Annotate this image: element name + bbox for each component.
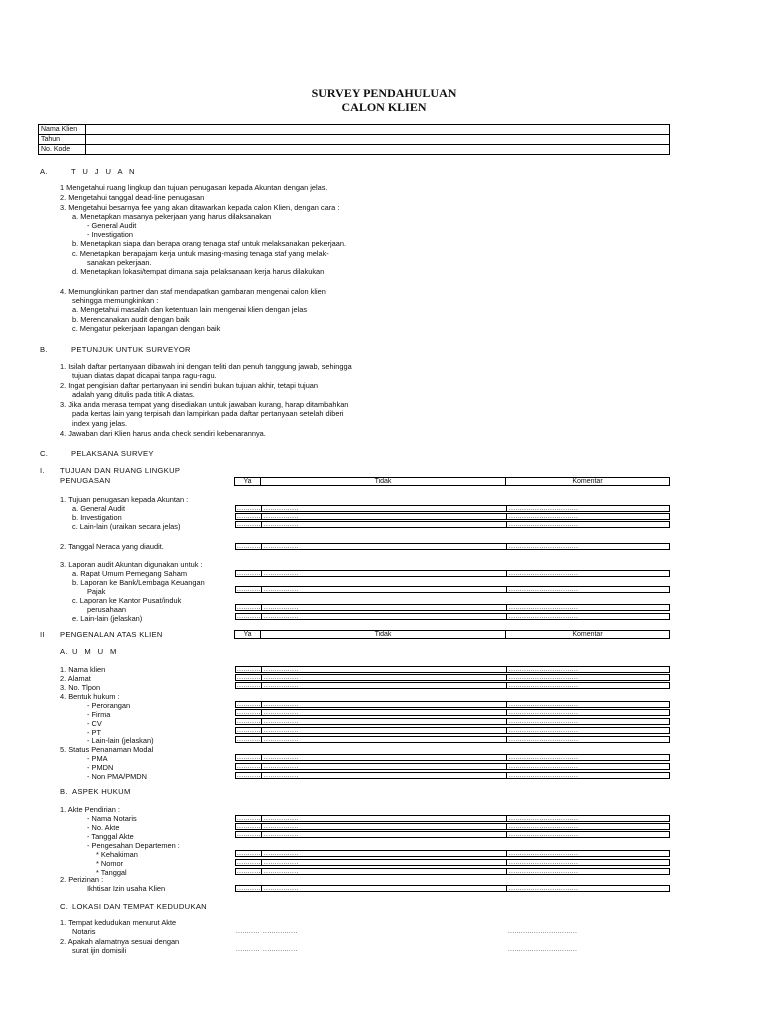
answer-row[interactable]: ........... ................ ................................ bbox=[235, 831, 670, 838]
client-info-table bbox=[38, 124, 670, 155]
answer-row[interactable]: ........... ................ ................................ bbox=[235, 709, 670, 716]
question-label: a. General Audit bbox=[72, 504, 126, 513]
header-ya: Ya bbox=[235, 631, 261, 638]
question-label: 4. Bentuk hukum : bbox=[60, 692, 120, 701]
question-label: 1. Akte Pendirian : bbox=[60, 805, 120, 814]
subsection-number: B. bbox=[60, 787, 68, 796]
answer-row[interactable]: ........... ................ ................................ bbox=[235, 613, 670, 620]
answer-row[interactable]: ........... ................ ................................ bbox=[235, 850, 670, 857]
header-tidak: Tidak bbox=[261, 631, 506, 638]
section-b-title: PETUNJUK UNTUK SURVEYOR bbox=[71, 345, 191, 354]
answer-row[interactable]: ........... ................ ................................ bbox=[235, 718, 670, 725]
question-label: c. Laporan ke Kantor Pusat/induk bbox=[72, 596, 182, 605]
list-item: - Investigation bbox=[87, 230, 134, 239]
answer-row[interactable]: ........... ................ ................................ bbox=[235, 859, 670, 866]
list-item: index yang jelas. bbox=[72, 419, 128, 428]
list-item: 4. Jawaban dari Klien harus anda check sendiri kebenarannya. bbox=[60, 429, 266, 438]
question-label: - PMA bbox=[87, 754, 108, 763]
header-komentar: Komentar bbox=[572, 631, 603, 638]
list-item: d. Menetapkan lokasi/tempat dimana saja pelaksanaan kerja harus dilakukan bbox=[72, 267, 325, 276]
subsection-number: A. bbox=[60, 647, 68, 656]
section-i-title-cont: PENUGASAN bbox=[60, 476, 111, 485]
section-ii-title: PENGENALAN ATAS KLIEN bbox=[60, 630, 163, 639]
header-ya: Ya bbox=[235, 478, 261, 485]
list-item: 1. Isilah daftar pertanyaan dibawah ini dengan teliti dan penuh tanggung jawab, sehingga bbox=[60, 362, 352, 371]
list-item: a. Menetapkan masanya pekerjaan yang harus dilaksanakan bbox=[72, 212, 272, 221]
question-label: - Nama Notaris bbox=[87, 814, 137, 823]
list-item: tujuan diatas dapat dicapai tanpa ragu-ragu. bbox=[72, 371, 217, 380]
list-item: - General Audit bbox=[87, 221, 137, 230]
question-label: perusahaan bbox=[87, 605, 127, 614]
answer-row[interactable]: ........... ................ ................................ bbox=[235, 823, 670, 830]
table-row bbox=[39, 135, 670, 145]
answer-dots: ................................ bbox=[508, 929, 578, 935]
code-label: No. Kode bbox=[39, 145, 86, 155]
question-label: - PT bbox=[87, 728, 101, 737]
question-label: b. Investigation bbox=[72, 513, 122, 522]
question-label: - Lain-lain (jelaskan) bbox=[87, 736, 154, 745]
answer-dots: ................................ bbox=[508, 947, 578, 953]
answer-row[interactable]: ........... ................ ................................ bbox=[235, 586, 670, 593]
answer-row[interactable]: ........... ................ ................................ bbox=[235, 505, 670, 512]
answer-row[interactable]: ........... ................ ................................ bbox=[235, 682, 670, 689]
list-item: 2. Mengetahui tanggal dead-line penugasan bbox=[60, 193, 205, 202]
client-name-label: Nama Klien bbox=[39, 125, 86, 135]
client-name-field[interactable] bbox=[86, 125, 670, 135]
question-label: - No. Akte bbox=[87, 823, 120, 832]
answer-row[interactable]: ........... ................ ................................ bbox=[235, 543, 670, 550]
list-item: sanakan pekerjaan. bbox=[87, 258, 152, 267]
question-label: * Kehakiman bbox=[96, 850, 138, 859]
question-label: b. Laporan ke Bank/Lembaga Keuangan bbox=[72, 578, 205, 587]
list-item: 3. Mengetahui besarnya fee yang akan ditawarkan kepada calon Klien, dengan cara : bbox=[60, 203, 340, 212]
subsection-lokasi-title: LOKASI DAN TEMPAT KEDUDUKAN bbox=[72, 902, 207, 911]
subsection-umum-title: U M U M bbox=[72, 647, 119, 656]
question-label: 5. Status Penanaman Modal bbox=[60, 745, 154, 754]
question-label: Ikhtisar Izin usaha Klien bbox=[87, 884, 166, 893]
section-c-number: C. bbox=[40, 449, 49, 458]
answer-row[interactable]: ........... ................ ................................ bbox=[235, 521, 670, 528]
question-label: 3. No. Tlpon bbox=[60, 683, 101, 692]
question-label: e. Lain-lain (jelaskan) bbox=[72, 614, 143, 623]
question-label: 2. Perizinan : bbox=[60, 875, 104, 884]
answer-row[interactable]: ........... ................ ................................ bbox=[235, 513, 670, 520]
list-item: c. Menetapkan berapajam kerja untuk masing-masing tenaga staf yang melak- bbox=[72, 249, 329, 258]
question-label: - Pengesahan Departemen : bbox=[87, 841, 180, 850]
document-subtitle: CALON KLIEN bbox=[341, 100, 427, 114]
answer-dots: ................ bbox=[263, 947, 298, 953]
year-field[interactable] bbox=[86, 135, 670, 145]
answer-dots: ........... bbox=[236, 947, 260, 953]
question-label: 1. Tempat kedudukan menurut Akte bbox=[60, 918, 177, 927]
question-label: Pajak bbox=[87, 587, 106, 596]
list-item: pada kertas lain yang terpisah dan lampirkan pada daftar pertanyaan setelah diberi bbox=[72, 409, 344, 418]
list-item: 3. Jika anda merasa tempat yang disediakan untuk jawaban kurang, harap ditambahkan bbox=[60, 400, 349, 409]
question-label: - CV bbox=[87, 719, 102, 728]
question-label: - PMDN bbox=[87, 763, 114, 772]
answer-row[interactable]: ........... ................ ................................ bbox=[235, 815, 670, 822]
section-a-title: T U J U A N bbox=[71, 167, 137, 176]
header-tidak: Tidak bbox=[261, 478, 506, 485]
answer-row[interactable]: ........... ................ ................................ bbox=[235, 736, 670, 743]
question-label: * Tanggal bbox=[96, 868, 127, 877]
answer-dots: ........... bbox=[236, 929, 260, 935]
section-c-title: PELAKSANA SURVEY bbox=[71, 449, 154, 458]
question-label: surat ijin domisili bbox=[72, 946, 127, 955]
subsection-aspek-hukum-title: ASPEK HUKUM bbox=[72, 787, 131, 796]
list-item: b. Menetapkan siapa dan berapa orang tenaga staf untuk melaksanakan pekerjaan. bbox=[72, 239, 347, 248]
list-item: sehingga memungkinkan : bbox=[72, 296, 159, 305]
year-label: Tahun bbox=[39, 135, 86, 145]
table-row bbox=[39, 125, 670, 135]
list-item: 4. Memungkinkan partner dan staf mendapatkan gambaran mengenai calon klien bbox=[60, 287, 326, 296]
answer-row[interactable]: ........... ................ ................................ bbox=[235, 754, 670, 761]
answer-table-header bbox=[234, 630, 670, 639]
subsection-number: C. bbox=[60, 902, 69, 911]
answer-row[interactable]: ........... ................ ................................ bbox=[235, 763, 670, 770]
list-item: 1 Mengetahui ruang lingkup dan tujuan penugasan kepada Akuntan dengan jelas. bbox=[60, 183, 328, 192]
answer-row[interactable]: ........... ................ ................................ bbox=[235, 885, 670, 892]
answer-dots: ................ bbox=[263, 929, 298, 935]
question-label: * Nomor bbox=[96, 859, 124, 868]
answer-row[interactable]: ........... ................ ................................ bbox=[235, 570, 670, 577]
question-label: a. Rapat Umum Pemegang Saham bbox=[72, 569, 188, 578]
section-ii-number: II bbox=[40, 630, 45, 639]
section-a-number: A. bbox=[40, 167, 48, 176]
header-komentar: Komentar bbox=[572, 478, 603, 485]
list-item: c. Mengatur pekerjaan lapangan dengan baik bbox=[72, 324, 221, 333]
list-item: adalah yang ditulis pada titik A diatas. bbox=[72, 390, 195, 399]
question-label: 3. Laporan audit Akuntan digunakan untuk : bbox=[60, 560, 203, 569]
question-label: 2. Alamat bbox=[60, 674, 91, 683]
section-i-title: TUJUAN DAN RUANG LINGKUP bbox=[60, 466, 181, 475]
question-label: c. Lain-lain (uraikan secara jelas) bbox=[72, 522, 181, 531]
question-label: 1. Nama klien bbox=[60, 665, 106, 674]
answer-row[interactable]: ........... ................ ................................ bbox=[235, 772, 670, 779]
question-label: Notaris bbox=[72, 927, 96, 936]
code-field[interactable] bbox=[86, 145, 670, 155]
answer-row[interactable]: ........... ................ ................................ bbox=[235, 727, 670, 734]
answer-row[interactable]: ........... ................ ................................ bbox=[235, 666, 670, 673]
list-item: b. Merencanakan audit dengan baik bbox=[72, 315, 190, 324]
question-label: - Firma bbox=[87, 710, 111, 719]
list-item: a. Mengetahui masalah dan ketentuan lain mengenai klien dengan jelas bbox=[72, 305, 308, 314]
answer-table-header bbox=[234, 477, 670, 486]
question-label: - Perorangan bbox=[87, 701, 131, 710]
question-label: 1. Tujuan penugasan kepada Akuntan : bbox=[60, 495, 189, 504]
answer-row[interactable]: ........... ................ ................................ bbox=[235, 868, 670, 875]
answer-row[interactable]: ........... ................ ................................ bbox=[235, 701, 670, 708]
question-label: - Tanggal Akte bbox=[87, 832, 134, 841]
list-item: 2. Ingat pengisian daftar pertanyaan ini sendiri bukan tujuan akhir, tetapi tujuan bbox=[60, 381, 319, 390]
document-title: SURVEY PENDAHULUAN bbox=[311, 86, 457, 100]
question-label: 2. Apakah alamatnya sesuai dengan bbox=[60, 937, 180, 946]
table-row bbox=[39, 145, 670, 155]
answer-row[interactable]: ........... ................ ................................ bbox=[235, 674, 670, 681]
answer-row[interactable]: ........... ................ ................................ bbox=[235, 604, 670, 611]
section-i-number: I. bbox=[40, 466, 45, 475]
question-label: 2. Tanggal Neraca yang diaudit. bbox=[60, 542, 164, 551]
section-b-number: B. bbox=[40, 345, 48, 354]
question-label: - Non PMA/PMDN bbox=[87, 772, 147, 781]
